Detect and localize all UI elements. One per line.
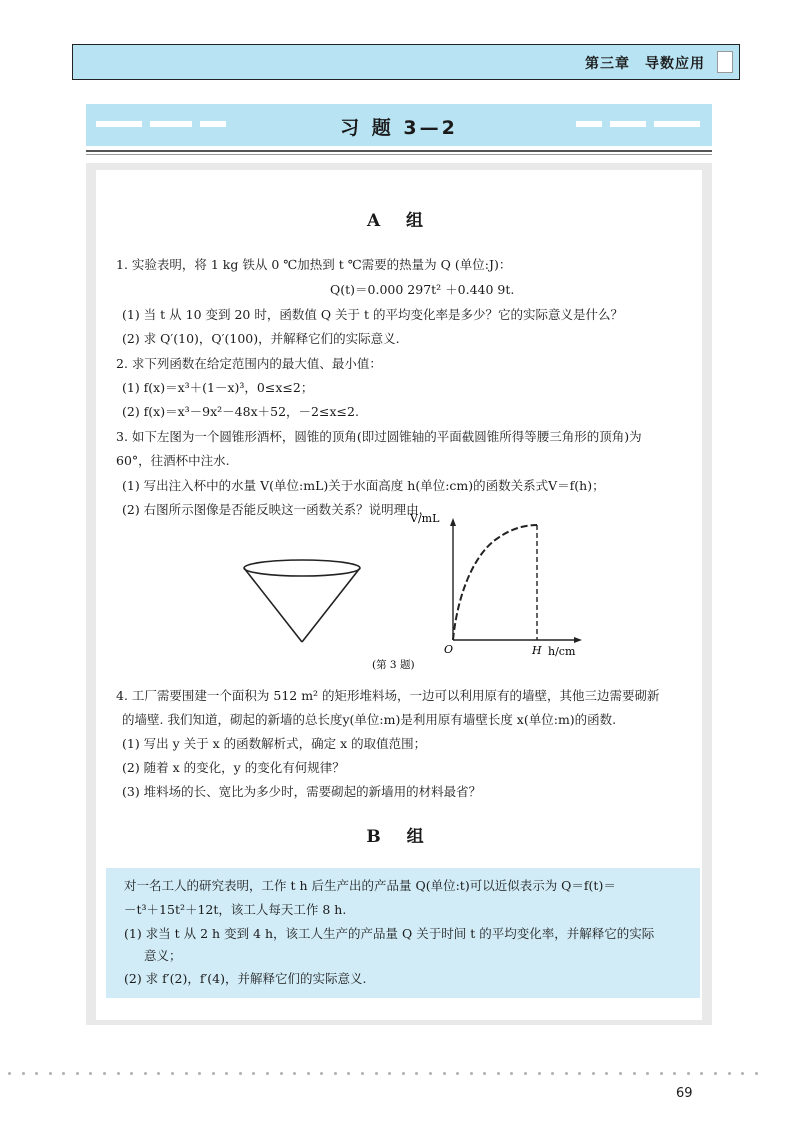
volume-curve [453,525,537,640]
problem-1-part-2: (2) 求 Q′(10)，Q′(100)，并解释它们的实际意义. [122,331,400,346]
section-banner [86,104,712,146]
problem-3-statement: 3. 如下左图为一个圆锥形酒杯，圆锥的顶角(即过圆锥轴的平面截圆锥所得等腰三角形的顶角)为 [116,429,642,444]
page-number: 69 [676,1086,693,1101]
banner-divider [86,150,712,152]
y-axis-label: V/mL [410,512,440,525]
problem-3-part-1: (1) 写出注入杯中的水量 V(单位:mL)关于水面高度 h(单位:cm)的函数关系式V＝f(h)； [122,478,605,493]
chapter-header-bar [72,44,740,80]
group-b-part-1-cont: 意义； [144,948,182,963]
chapter-title: 第三章 导数应用 [585,56,705,72]
section-title: 习 题 3—2 [340,117,458,139]
group-b-statement-cont: －t³＋15t²＋12t，该工人每天工作 8 h. [124,902,347,917]
origin-label: O [444,643,454,656]
group-b-title: B 组 [366,827,434,847]
h-tick-label: H [532,644,542,657]
group-b-statement: 对一名工人的研究表明，工作 t h 后生产出的产品量 Q(单位:t)可以近似表示为 Q＝f(t)＝ [124,878,616,893]
y-axis-arrow [450,518,456,526]
header-corner-tab [717,51,733,73]
banner-divider [86,154,712,155]
problem-4-part-2: (2) 随着 x 的变化，y 的变化有何规律？ [122,760,345,775]
problem-3-part-2: (2) 右图所示图像是否能反映这一函数关系？说明理由. [122,502,423,517]
footer-dotted-rule [8,1070,758,1078]
group-b-part-1: (1) 求当 t 从 2 h 变到 4 h，该工人生产的产品量 Q 关于时间 t 的平均变化率，并解释它的实际 [124,926,655,941]
problem-1-part-1: (1) 当 t 从 10 变到 20 时，函数值 Q 关于 t 的平均变化率是多少？它的实际意义是什么？ [122,307,624,322]
problem-1-statement: 1. 实验表明，将 1 kg 铁从 0 ℃加热到 t ℃需要的热量为 Q (单位:J)： [116,257,512,272]
cone-right-edge [302,568,360,642]
cone-left-edge [244,568,302,642]
problem-3-figure [230,510,590,670]
problem-1-formula: Q(t)＝0.000 297t² ＋0.440 9t. [330,282,515,297]
problem-4-part-3: (3) 堆料场的长、宽比为多少时，需要砌起的新墙用的材料最省？ [122,784,482,799]
figure-caption: (第 3 题) [372,659,415,670]
problem-4-statement: 4. 工厂需要围建一个面积为 512 m² 的矩形堆料场，一边可以利用原有的墙壁，其他三边需要砌新 [116,688,660,703]
problem-3-statement-cont: 60°，往酒杯中注水. [116,453,230,468]
group-b-part-2: (2) 求 f′(2)，f′(4)，并解释它们的实际意义. [124,971,367,986]
group-a-title: A 组 [366,211,434,231]
cone-rim [244,560,360,576]
problem-4-part-1: (1) 写出 y 关于 x 的函数解析式，确定 x 的取值范围； [122,736,427,751]
problem-2-statement: 2. 求下列函数在给定范围内的最大值、最小值： [116,356,382,371]
x-axis-arrow [574,637,582,643]
problem-2-part-1: (1) f(x)＝x³＋(1－x)³，0≤x≤2； [122,380,314,395]
problem-4-statement-cont: 的墙壁. 我们知道，砌起的新墙的总长度y(单位:m)是利用原有墙壁长度 x(单位:m)的函数. [122,712,617,727]
x-axis-label: h/cm [548,645,576,658]
problem-2-part-2: (2) f(x)＝x³－9x²－48x＋52，－2≤x≤2. [122,404,359,419]
